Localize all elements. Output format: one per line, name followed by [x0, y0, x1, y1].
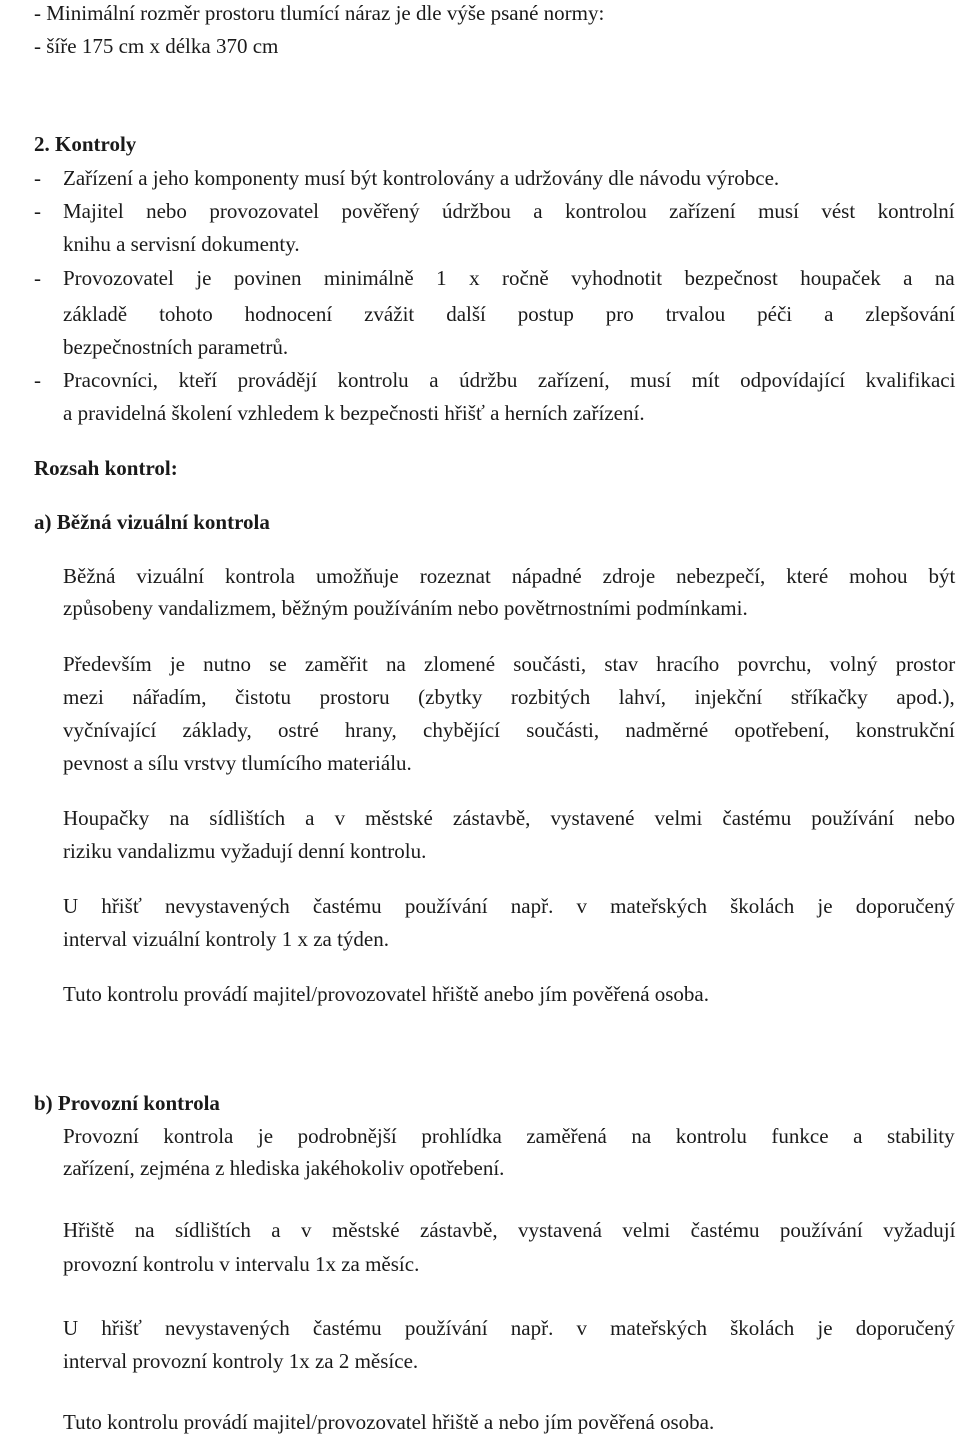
- bullet-3-line-1: Provozovatel je povinen minimálně 1 x ročně vyhodnotit bezpečnost houpaček a na: [63, 266, 955, 290]
- scope-heading: Rozsah kontrol:: [34, 456, 178, 480]
- bullet-4-line-1: Pracovníci, kteří provádějí kontrolu a údržbu zařízení, musí mít odpovídající kvalifikaci: [63, 368, 956, 392]
- bullet-4-line-2: a pravidelná školení vzhledem k bezpečnosti hřišť a herních zařízení.: [63, 401, 645, 425]
- section-a-p3-line-1: Houpačky na sídlištích a v městské zástavbě, vystavené velmi častému používání nebo: [63, 806, 955, 830]
- bullet-1-line-1: Zařízení a jeho komponenty musí být kontrolovány a udržovány dle návodu výrobce.: [63, 166, 780, 190]
- section-b-p2-line-1: Hřiště na sídlištích a v městské zástavbě, vystavená velmi častému používání vyžadují: [63, 1218, 956, 1242]
- intro-line-1: - Minimální rozměr prostoru tlumící náraz je dle výše psané normy:: [34, 1, 605, 25]
- section-b-heading: b) Provozní kontrola: [34, 1091, 220, 1115]
- bullet-dash: -: [34, 199, 41, 223]
- section-a-p2-line-1: Především je nutno se zaměřit na zlomené součásti, stav hracího povrchu, volný prostor: [63, 652, 956, 676]
- section-a-p4-line-2: interval vizuální kontroly 1 x za týden.: [63, 927, 389, 951]
- section-a-p1-line-2: způsobeny vandalizmem, běžným používáním nebo povětrnostními podmínkami.: [63, 596, 748, 620]
- bullet-2-line-2: knihu a servisní dokumenty.: [63, 232, 300, 256]
- bullet-dash: -: [34, 266, 41, 290]
- section-a-p2-line-3: vyčnívající základy, ostré hrany, chybějící součásti, nadměrné opotřebení, konstrukční: [63, 718, 955, 742]
- section-b-p1-line-1: Provozní kontrola je podrobnější prohlídka zaměřená na kontrolu funkce a stability: [63, 1124, 955, 1148]
- section-b-p1-line-2: zařízení, zejména z hlediska jakéhokoliv opotřebení.: [63, 1156, 505, 1180]
- section-a-p3-line-2: riziku vandalizmu vyžadují denní kontrolu.: [63, 839, 427, 863]
- section-a-p5-line-1: Tuto kontrolu provádí majitel/provozovatel hřiště anebo jím pověřená osoba.: [63, 982, 710, 1006]
- section-b-p4-line-1: Tuto kontrolu provádí majitel/provozovatel hřiště a nebo jím pověřená osoba.: [63, 1410, 715, 1434]
- section-b-p3-line-1: U hřišť nevystavených častému používání např. v mateřských školách je doporučený: [63, 1316, 955, 1340]
- bullet-3-line-2: základě tohoto hodnocení zvážit další postup pro trvalou péči a zlepšování: [63, 302, 956, 326]
- bullet-3-line-3: bezpečnostních parametrů.: [63, 335, 289, 359]
- section-a-p1-line-1: Běžná vizuální kontrola umožňuje rozeznat nápadné zdroje nebezpečí, které mohou být: [63, 564, 956, 588]
- section-b-p3-line-2: interval provozní kontroly 1x za 2 měsíce.: [63, 1349, 419, 1373]
- section-a-p2-line-4: pevnost a sílu vrstvy tlumícího materiálu.: [63, 751, 412, 775]
- bullet-dash: -: [34, 166, 41, 190]
- section-a-heading: a) Běžná vizuální kontrola: [34, 510, 270, 534]
- section-a-p4-line-1: U hřišť nevystavených častému používání např. v mateřských školách je doporučený: [63, 894, 955, 918]
- section-2-heading: 2. Kontroly: [34, 132, 137, 156]
- bullet-2-line-1: Majitel nebo provozovatel pověřený údržbou a kontrolou zařízení musí vést kontrolní: [63, 199, 955, 223]
- intro-line-2: - šíře 175 cm x délka 370 cm: [34, 34, 279, 58]
- section-b-p2-line-2: provozní kontrolu v intervalu 1x za měsíc.: [63, 1252, 420, 1276]
- bullet-dash: -: [34, 368, 41, 392]
- section-a-p2-line-2: mezi nářadím, čistotu prostoru (zbytky rozbitých lahví, injekční stříkačky apod.),: [63, 685, 955, 709]
